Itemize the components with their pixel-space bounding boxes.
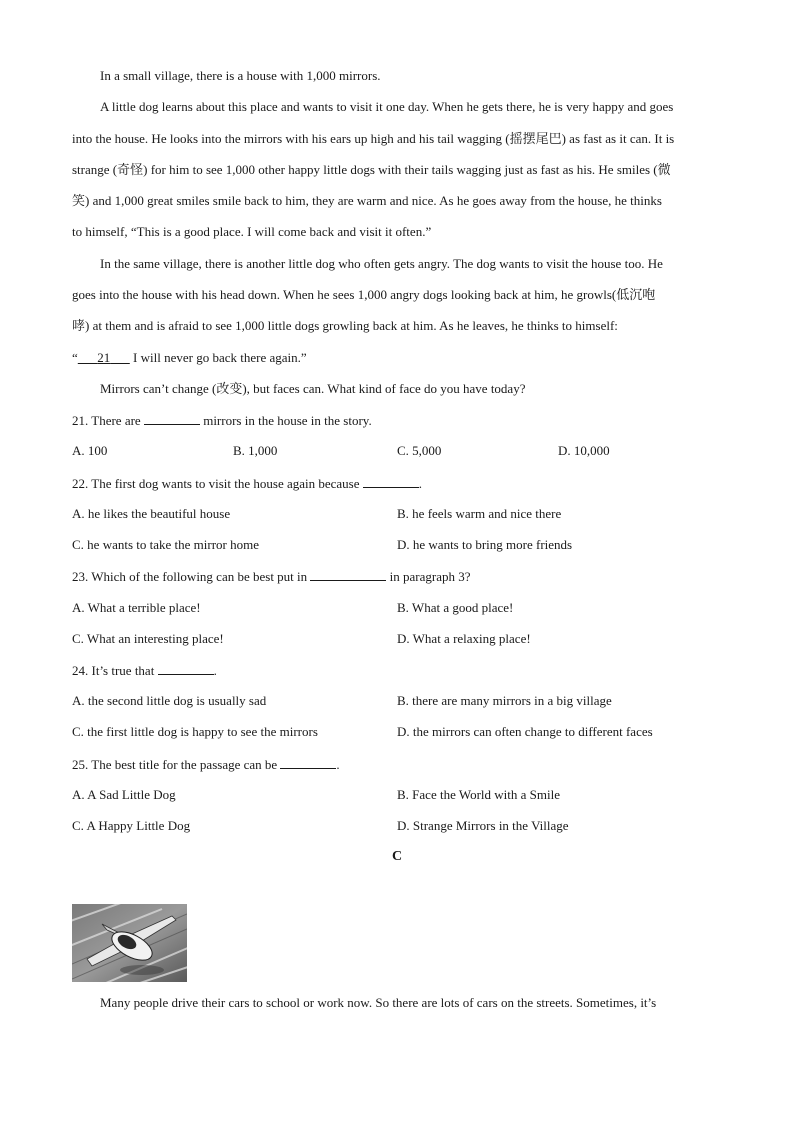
- stem-text: .: [336, 757, 340, 772]
- option-d[interactable]: D. he wants to bring more friends: [397, 537, 573, 552]
- option-b[interactable]: B. he feels warm and nice there: [397, 506, 562, 521]
- option-b[interactable]: B. What a good place!: [397, 600, 514, 615]
- option-c[interactable]: C. What an interesting place!: [72, 631, 224, 646]
- passage-closing: Mirrors can’t change (改变), but faces can. What kind of face do you have today?: [100, 381, 526, 396]
- section-heading: C: [391, 849, 403, 864]
- question-24-stem: [72, 662, 217, 679]
- passage-line: to himself, “This is a good place. I will come back and visit it often.”: [72, 224, 432, 239]
- option-c[interactable]: C. the first little dog is happy to see the mirrors: [72, 724, 318, 739]
- option-c[interactable]: C. 5,000: [397, 443, 442, 458]
- option-a[interactable]: A. he likes the beautiful house: [72, 506, 231, 521]
- flying-car-photo: [72, 904, 187, 982]
- question-25-stem: [72, 756, 340, 773]
- option-d[interactable]: D. the mirrors can often change to different faces: [397, 724, 653, 739]
- option-c[interactable]: C. A Happy Little Dog: [72, 818, 191, 833]
- option-b[interactable]: B. there are many mirrors in a big village: [397, 693, 612, 708]
- passage-line: 哮) at them and is afraid to see 1,000 little dogs growling back at him. As he leaves, he thinks to himself:: [72, 318, 618, 333]
- passage-line: In a small village, there is a house with 1,000 mirrors.: [100, 68, 381, 83]
- passage-line-text: A little dog learns about this place and wants to visit it one day. When he gets there, he is very happy and goes: [100, 99, 674, 114]
- open-quote: “: [72, 350, 78, 365]
- stem-text: in paragraph 3?: [386, 569, 471, 584]
- section-c-line: [100, 995, 700, 1011]
- stem-text: .: [418, 476, 423, 491]
- option-a[interactable]: A. A Sad Little Dog: [72, 787, 176, 802]
- stem-text: 23. Which of the following can be best put in: [72, 569, 311, 584]
- stem-text: 22. The first dog wants to visit the house again because: [72, 476, 363, 491]
- stem-text: 21. There are: [72, 413, 144, 428]
- option-d[interactable]: D. Strange Mirrors in the Village: [397, 818, 569, 833]
- answer-blank: [144, 412, 200, 425]
- passage-line: 笑) and 1,000 great smiles smile back to him, they are warm and nice. As he goes away from the house, he thinks: [72, 193, 662, 208]
- blank-21: [78, 350, 130, 365]
- stem-text: 24. It’s true that: [72, 663, 158, 678]
- option-a[interactable]: A. What a terrible place!: [72, 600, 201, 615]
- option-a[interactable]: A. the second little dog is usually sad: [72, 693, 267, 708]
- stem-text: mirrors in the house in the story.: [199, 413, 372, 428]
- answer-blank: [363, 475, 419, 488]
- question-21-stem: [72, 412, 372, 429]
- section-c-text: Many people drive their cars to school or work now. So there are lots of cars on the streets. Sometimes, it’s: [100, 995, 657, 1010]
- passage-line: [100, 99, 720, 115]
- stem-text: 25. The best title for the passage can be: [72, 757, 281, 772]
- passage-line: into the house. He looks into the mirrors with his ears up high and his tail wagging (摇摆尾巴) as fast as it can. It is: [72, 131, 675, 146]
- answer-blank: [158, 662, 214, 675]
- blank-line-text: I will never go back there again.”: [129, 350, 307, 365]
- question-23-stem: [72, 568, 471, 585]
- passage-line: goes into the house with his head down. When he sees 1,000 angry dogs looking back at him, he growls(低沉咆: [72, 287, 656, 302]
- flying-car-image: [72, 904, 187, 982]
- answer-blank: [280, 756, 336, 769]
- blank-number: 21: [97, 350, 111, 365]
- stem-text: .: [213, 663, 217, 678]
- question-22-stem: [72, 475, 422, 492]
- option-a[interactable]: A. 100: [72, 443, 108, 458]
- option-d[interactable]: D. 10,000: [558, 443, 610, 458]
- passage-line: strange (奇怪) for him to see 1,000 other happy little dogs with their tails wagging just as fast as his. He smiles (微: [72, 162, 671, 177]
- option-c[interactable]: C. he wants to take the mirror home: [72, 537, 260, 552]
- passage-blank-line: [72, 350, 307, 366]
- option-b[interactable]: B. 1,000: [233, 443, 278, 458]
- option-b[interactable]: B. Face the World with a Smile: [397, 787, 560, 802]
- answer-blank: [310, 568, 386, 581]
- passage-line: In the same village, there is another little dog who often gets angry. The dog wants to visit the house too. He: [100, 256, 663, 271]
- option-d[interactable]: D. What a relaxing place!: [397, 631, 531, 646]
